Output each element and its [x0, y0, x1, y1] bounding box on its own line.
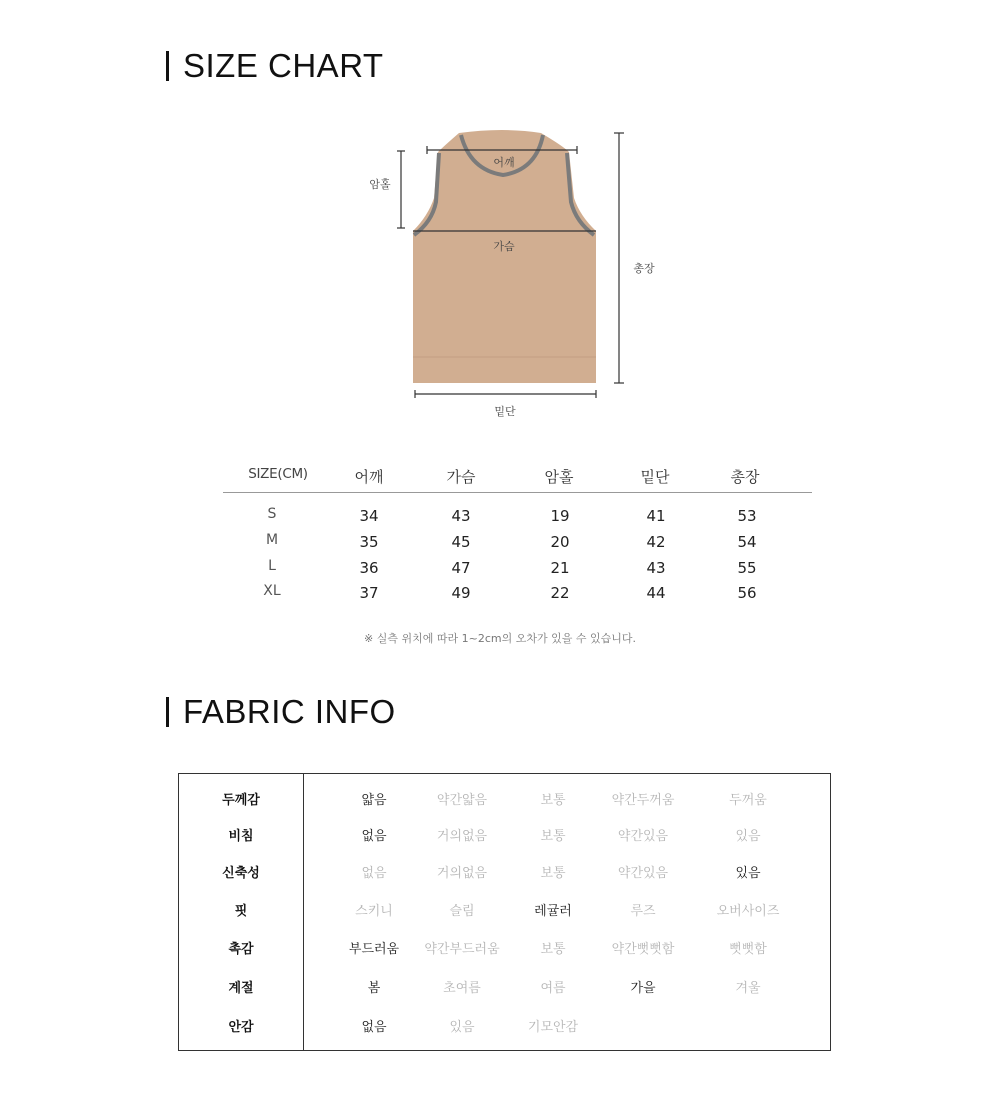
- size-table-divider: [223, 492, 812, 493]
- fabric-option: 초여름: [443, 981, 481, 996]
- fabric-row: [179, 900, 830, 920]
- fabric-row: [179, 977, 830, 997]
- size-table-value-cell: 55: [737, 559, 757, 577]
- fabric-option: 스키니: [355, 904, 393, 919]
- fabric-option: 약간얇음: [436, 793, 488, 808]
- fabric-option: 얇음: [361, 793, 387, 808]
- fabric-option: 봄: [367, 981, 381, 996]
- size-table-header-cell: 총장: [730, 468, 760, 486]
- chest-label: 가슴: [493, 240, 515, 253]
- fabric-row: [179, 825, 830, 845]
- size-table-value-cell: 43: [451, 507, 471, 525]
- size-table-value-cell: 20: [550, 533, 570, 551]
- fabric-option: 없음: [361, 1020, 387, 1035]
- size-table-value-cell: 49: [451, 584, 471, 602]
- size-table-value-cell: 21: [550, 559, 570, 577]
- fabric-option: 약간두꺼움: [611, 793, 675, 808]
- shoulder-label: 어깨: [493, 156, 515, 169]
- fabric-option: 약간뻣뻣함: [611, 942, 675, 957]
- fabric-info-heading: [166, 693, 396, 731]
- fabric-option: 있음: [735, 829, 761, 844]
- fabric-info-table: [178, 773, 831, 1051]
- size-table-header: [0, 464, 1000, 488]
- size-table-value-cell: 44: [646, 584, 666, 602]
- fabric-option: 루즈: [630, 904, 656, 919]
- size-table-header-cell: SIZE(CM): [248, 466, 308, 482]
- size-table-value-cell: 35: [359, 533, 379, 551]
- size-table-header-cell: 밑단: [640, 468, 670, 486]
- size-table-value-cell: 41: [646, 507, 666, 525]
- fabric-row: [179, 789, 830, 809]
- fabric-option: 보통: [540, 942, 566, 957]
- size-table-value-cell: 22: [550, 584, 570, 602]
- hem-label: 밑단: [494, 405, 516, 418]
- fabric-row-label: 두께감: [222, 793, 260, 808]
- fabric-option: 약간있음: [617, 829, 669, 844]
- size-table-size-cell: XL: [263, 583, 281, 599]
- fabric-option: 오버사이즈: [716, 904, 780, 919]
- size-table-size-cell: S: [267, 506, 277, 522]
- size-table-value-cell: 54: [737, 533, 757, 551]
- size-table-value-cell: 47: [451, 559, 471, 577]
- heading-bar: [166, 697, 169, 727]
- fabric-option: 가을: [630, 981, 656, 996]
- size-table-value-cell: 36: [359, 559, 379, 577]
- fabric-option: 뻣뻣함: [729, 942, 767, 957]
- fabric-option: 없음: [361, 829, 387, 844]
- fabric-option: 약간부드러움: [424, 942, 500, 957]
- fabric-row-label: 핏: [234, 904, 248, 919]
- size-table-size-cell: L: [268, 558, 276, 574]
- fabric-info-title: FABRIC INFO: [183, 693, 396, 730]
- fabric-option: 있음: [449, 1020, 475, 1035]
- fabric-option: 보통: [540, 829, 566, 844]
- fabric-row: [179, 862, 830, 882]
- fabric-option: 두꺼움: [729, 793, 767, 808]
- size-table-size-cell: M: [265, 532, 279, 548]
- size-table-header-cell: 가슴: [446, 468, 476, 486]
- size-table-value-cell: 45: [451, 533, 471, 551]
- size-table-value-cell: 42: [646, 533, 666, 551]
- size-table-value-cell: 34: [359, 507, 379, 525]
- fabric-option: 부드러움: [348, 942, 400, 957]
- fabric-option: 있음: [735, 866, 761, 881]
- fabric-option: 보통: [540, 793, 566, 808]
- length-label: 총장: [633, 262, 655, 275]
- measurement-note: ※ 실측 위치에 따라 1~2cm의 오차가 있을 수 있습니다.: [364, 632, 636, 645]
- fabric-option: 슬림: [449, 904, 475, 919]
- fabric-option: 기모안감: [527, 1020, 579, 1035]
- fabric-row-label: 신축성: [222, 866, 260, 881]
- fabric-row: [179, 938, 830, 958]
- fabric-row-label: 비침: [228, 829, 254, 844]
- fabric-row-label: 계절: [228, 981, 254, 996]
- size-table-value-cell: 53: [737, 507, 757, 525]
- size-chart-title: SIZE CHART: [183, 47, 384, 84]
- fabric-option: 보통: [540, 866, 566, 881]
- size-table-value-cell: 56: [737, 584, 757, 602]
- fabric-row-label: 촉감: [228, 942, 254, 957]
- fabric-option: 레귤러: [534, 904, 572, 919]
- size-table-value-cell: 37: [359, 584, 379, 602]
- fabric-option: 여름: [540, 981, 566, 996]
- size-table-value-cell: 19: [550, 507, 570, 525]
- fabric-option: 거의없음: [436, 866, 488, 881]
- fabric-option: 거의없음: [436, 829, 488, 844]
- fabric-row: [179, 1016, 830, 1036]
- garment-diagram: [0, 0, 1000, 440]
- size-table-header-cell: 암홀: [544, 468, 574, 486]
- fabric-row-label: 안감: [228, 1020, 254, 1035]
- size-table-value-cell: 43: [646, 559, 666, 577]
- fabric-option: 없음: [361, 866, 387, 881]
- size-table-header-cell: 어깨: [354, 468, 384, 486]
- fabric-option: 겨울: [735, 981, 761, 996]
- armhole-label: 암홀: [369, 178, 391, 191]
- fabric-option: 약간있음: [617, 866, 669, 881]
